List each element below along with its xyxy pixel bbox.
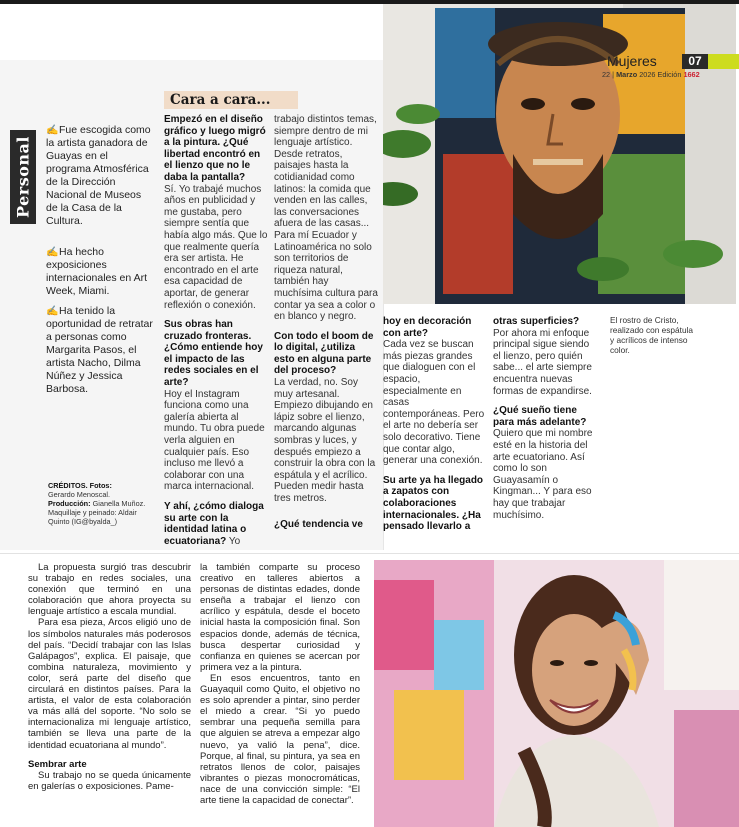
answer: Hoy el Instagram funciona como una galería abierta al mundo. Tu obra puede verla alguien en cualquier país. Eso incluso me llevó a colaborar con una marca internacional. [164,388,265,493]
bullet-text: Ha tenido la oportunidad de retratar a personas como Margarita Pasos, el artista Nacho, Dilma Núñez y Jessica Barbosa. [46,305,153,395]
edition-year: 2026 [639,70,656,79]
painting-photo [383,4,736,304]
masthead [607,54,739,69]
answer: trabajo distintos temas, siempre dentro de mi lenguaje artístico. Desde retratos, paisajes hasta la cotidianidad como latinos: la comida que venden en las calles, las conversaciones afuera de las casas... Para mí Ecuador y Latinoamérica no solo son territorios de riqueza natural, también hay muchísima cultura para contar ya sea a color o en blanco y negro. [274,114,378,323]
credits [48,481,160,526]
credits-photos: Gerardo Menoscal. [48,490,111,499]
credits-production-label: Producción: [48,499,91,508]
edition-day: 22 [602,70,611,79]
question: Su arte ya ha llegado a zapatos con colaboraciones internacionales. ¿Ha pensado llevarlo a [383,474,484,533]
interview-column-2 [274,114,378,538]
interview-column-1 [164,114,268,555]
edition-number: 1662 [683,70,700,79]
interview-column-3 [383,316,485,541]
bullet-item [46,124,154,228]
masthead-title: Mujeres [607,53,657,69]
section-tab [10,130,36,224]
bullet-text: Ha hecho exposiciones internacionales en Art Week, Miami. [46,246,147,297]
article-subhead: Sembrar arte [28,758,87,770]
credits-production: Gianella Muñoz. Maquillaje y peinado: Aldair Quinto (IG@byalda_) [48,499,146,526]
portrait-illustration [374,560,739,827]
edition-line: 22 | Marzo 2026 Edición 1662 [602,70,700,79]
answer: Sí. Yo trabajé muchos años en publicidad y me gustaba, pero siempre sentía que había algo más. Que lo que realmente quería era ser artista. He encontrado en el arte esa capacidad de aportar, de generar reflexión o conexión. [164,183,268,311]
pen-icon: ✍ [46,247,59,258]
question: ¿Qué sueño tiene para más adelante? [493,405,587,428]
question: hoy en decoración con arte? [383,316,472,339]
section-label: Personal [13,136,33,218]
question: otras superficies? [493,316,580,327]
bullet-text: Fue escogida como la artista ganadora de Guayas en el programa Atmosférica de la Dirección Nacional de Museos de la Casa de la Cultura. [46,124,151,227]
article-column-1 [28,562,191,792]
pen-icon: ✍ [46,306,59,317]
article-paragraph: La propuesta surgió tras descubrir su trabajo en redes sociales, una conexión que terminó en una colaboración que ahora proyecta su lenguaje artístico a escala mundial. [28,562,191,618]
answer: Quiero que mi nombre esté en la historia del arte ecuatoriano. Así como lo son Guayasamín o Kingman... Y para eso hay que trabajar muchísimo. [493,428,593,521]
page-number: 07 [682,54,708,69]
question: Con todo el boom de lo digital, ¿utiliza esto en alguna parte del proceso? [274,330,374,377]
photo-caption: El rostro de Cristo, realizado con espátula y acrílicos de intenso color. [610,315,694,355]
interview-heading: Cara a cara... [164,91,298,109]
interview-column-4 [493,316,597,529]
question: Y ahí, ¿cómo dialoga su arte con la identidad latina o ecuatoriana? [164,501,264,547]
accent-bar [708,54,739,69]
bullet-item [46,246,154,298]
question: ¿Qué tendencia ve [274,518,363,530]
article-column-2 [200,562,360,806]
article-paragraph: En esos encuentros, tanto en Guayaquil como Quito, el objetivo no es solo aprender a pintar, sino perder el miedo a crear. “Si yo puedo sembrar una pequeña semilla para que alguien se atreva a empezar algo nuevo, ya valió la pena”, dice. Porque, al final, su pintura, ya sea en retratos llenos de color, paisajes vibrantes o piezas monocromáticas, nace de una convicción simple: “El arte tiene la capacidad de conectar”. [200,672,360,806]
bullet-item [46,305,154,396]
credits-label: CRÉDITOS. Fotos: [48,481,112,490]
answer: La verdad, no. Soy muy artesanal. Empiezo dibujando en lápiz sobre el lienzo, marcando algunas sombras y luces, y después empiezo a construir la obra con la espátula y el acrílico. Pueden medir hasta tres metros. [274,377,376,504]
question: Sus obras han cruzado fronteras. ¿Cómo entiende hoy el impacto de las redes sociales en el arte? [164,319,263,389]
answer: Yo [228,535,241,547]
painting-illustration [383,4,736,304]
edition-label: Edición [657,70,682,79]
answer: Cada vez se buscan más piezas grandes que dialoguen con el espacio, especialmente en casas contemporáneas. Pero el arte no debería ser solo decorativo. Tiene que contar algo, generar una conexión. [383,339,485,467]
answer: Por ahora mi enfoque principal sigue siendo el lienzo, pero quién sabe... el arte siempre encuentra nuevas formas de expandirse. [493,327,592,397]
question: Empezó en el diseño gráfico y luego migró a la pintura. ¿Qué libertad encontró en el lienzo que no le daba la pantalla? [164,114,266,183]
portrait-photo [374,560,739,827]
edition-month: Marzo [616,70,638,79]
section-divider [0,553,739,554]
article-paragraph: la también comparte su proceso creativo en talleres abiertos a personas de distintas edades, donde enseña a trabajar el lienzo con acrílico y espátula, desde el boceto inicial hasta la composición final. Son espacios donde, además de técnica, busca despertar curiosidad y confianza en quienes se acercan por primera vez a la pintura. [200,562,360,673]
pen-icon: ✍ [46,125,59,136]
article-paragraph: Para esa pieza, Arcos eligió uno de los símbolos naturales más poderosos del país. “Decidí trabajar con las Islas Galápagos”, explica. El paisaje, que combina naturaleza, movimiento y color, será parte del diseño que circulará en distintos países. Para la artista, el valor de esta colaboración va más allá del soporte. “No solo se internacionaliza mi lenguaje artístico, también se lleva una parte de la identidad ecuatoriana al mundo”. [28,617,191,751]
article-paragraph: Su trabajo no se queda únicamente en galerías o exposiciones. Pame- [28,769,191,792]
